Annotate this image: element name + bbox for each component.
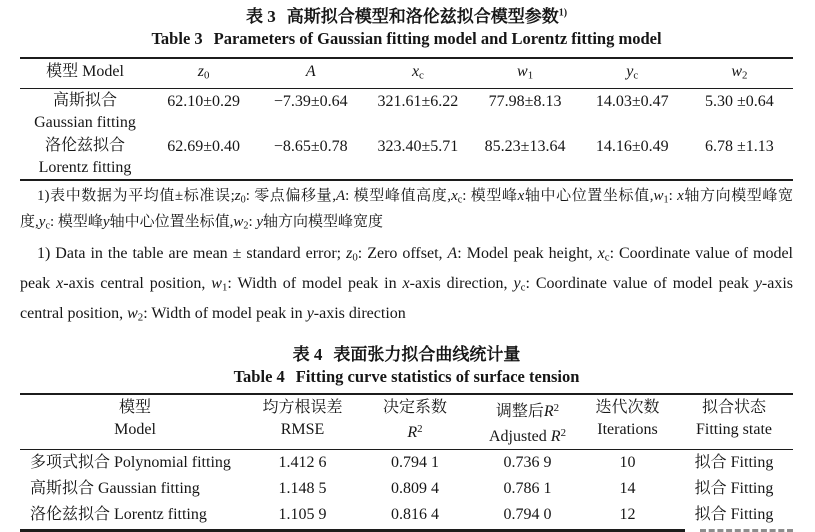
table4-col-header-iterations (580, 397, 675, 447)
table-row (20, 476, 793, 502)
cell-fitting-state: 拟合 Fitting (694, 454, 774, 472)
table-row (20, 89, 793, 134)
cell-rmse: 1.412 6 (278, 454, 327, 472)
table3-col-header-z0: z0 (197, 63, 210, 82)
cell-adjusted-r2: 0.786 1 (503, 480, 552, 498)
cell-yc: 14.16±0.49 (595, 137, 669, 155)
model-name: 多项式拟合 Polynomial fitting (30, 454, 231, 472)
cell-adjusted-r2: 0.736 9 (503, 454, 552, 472)
table4-caption-en (20, 366, 793, 388)
table4-col-header-adjusted-r2 (475, 397, 580, 447)
col-header-en: RMSE (280, 421, 325, 439)
table3-col-header-w2: w2 (731, 63, 748, 82)
cell-r2: 0.794 1 (391, 454, 439, 472)
table3-caption-en-text: Parameters of Gaussian fitting model and Lorentz fitting model (213, 29, 662, 48)
col-header-zh: 迭代次数 (595, 399, 660, 417)
table4 (20, 393, 793, 532)
table3-caption-en-label: Table 3 (151, 29, 203, 48)
col-header-en: Iterations (597, 421, 658, 439)
table4-caption-zh-text: 表面张力拟合曲线统计量 (333, 345, 521, 365)
table4-col-header-model (20, 397, 250, 447)
rule-solid-segment (20, 529, 685, 532)
table3-col-header-xc: xc (411, 63, 424, 82)
col-header-en: Adjusted $R^2$ (489, 427, 566, 446)
table3-footnote-en: 1) Data in the table are mean ± standard error; z0: Zero offset, A: Model peak height, xc: Coordinate value of model peak x-axis central position, w1: Width of model peak in x-axis direction, yc: Coordinate value of model peak y-axis central position, w2: Width of model peak in y-axis direction (20, 244, 794, 324)
table3 (20, 57, 793, 181)
cell-xc: 323.40±5.71 (377, 137, 459, 155)
cell-r2: 0.809 4 (391, 480, 439, 498)
col-header-zh: 调整后$R^2$ (495, 402, 560, 421)
cell-A: −8.65±0.78 (273, 137, 348, 155)
cell-r2: 0.816 4 (391, 506, 439, 524)
table3-header-row (20, 59, 793, 89)
table3-col-header-A: A (305, 63, 316, 80)
cell-fitting-state: 拟合 Fitting (694, 506, 774, 524)
scan-artifact-dashes (700, 529, 793, 532)
model-name: 洛伦兹拟合 Lorentz fitting (30, 506, 207, 524)
cell-w1: 85.23±13.64 (484, 137, 566, 155)
table4-caption-en-label: Table 4 (233, 367, 285, 387)
table4-col-header-r2 (355, 397, 475, 447)
model-name-en: Lorentz fitting (38, 158, 132, 176)
col-header-zh: 模型 (118, 399, 151, 417)
table3-caption-en (20, 28, 793, 50)
cell-z0: 62.69±0.40 (167, 137, 240, 155)
table4-caption-zh (20, 344, 793, 366)
cell-iterations: 12 (619, 506, 636, 524)
table4-col-header-fitting-state (675, 397, 793, 447)
cell-xc: 321.61±6.22 (377, 92, 459, 110)
cell-adjusted-r2: 0.794 0 (503, 506, 552, 524)
cell-rmse: 1.105 9 (278, 506, 327, 524)
cell-rmse: 1.148 5 (278, 480, 327, 498)
table3-caption-zh-text: 高斯拟合模型和洛伦兹拟合模型参数 (286, 7, 559, 26)
table4-caption-en-text: Fitting curve statistics of surface tension (295, 367, 580, 387)
footnote-marker: 1) (558, 7, 568, 19)
table3-col-header-yc: yc (626, 63, 639, 82)
table4-caption-zh-label: 表 4 (292, 345, 323, 365)
table4-bottom-rule (20, 528, 793, 532)
cell-A: −7.39±0.64 (273, 92, 348, 110)
cell-w2: 5.30 ±0.64 (705, 92, 774, 110)
table-row (20, 502, 793, 528)
col-header-zh: 拟合状态 (701, 399, 766, 417)
model-name-cell (20, 90, 150, 133)
cell-z0: 62.10±0.29 (167, 92, 240, 110)
col-header-zh: 决定系数 (382, 399, 447, 417)
table3-footnote-zh: 1)表中数据为平均值±标准误;z0: 零点偏移量,A: 模型峰值高度,xc: 模型峰x轴中心位置坐标值,w1: x轴方向模型峰宽度,yc: 模型峰y轴中心位置坐标值,w2: y轴方向模型峰宽度 (20, 187, 794, 232)
model-name-en: Gaussian fitting (34, 113, 136, 131)
model-name-zh: 洛伦兹拟合 (44, 136, 125, 154)
table3-col-header-w1: w1 (517, 63, 534, 82)
table3-col-header-model: 模型 Model (46, 63, 124, 80)
table-row (20, 450, 793, 476)
cell-yc: 14.03±0.47 (595, 92, 669, 110)
table3-caption-zh (20, 6, 793, 28)
model-name-zh: 高斯拟合 (52, 91, 117, 109)
model-name-cell (20, 135, 150, 178)
cell-w1: 77.98±8.13 (488, 92, 562, 110)
col-header-zh: 均方根误差 (262, 399, 343, 417)
cell-iterations: 14 (619, 480, 636, 498)
table4-header-row (20, 395, 793, 450)
col-header-en: $R^2$ (407, 423, 423, 442)
model-name: 高斯拟合 Gaussian fitting (30, 480, 200, 498)
cell-w2: 6.78 ±1.13 (705, 137, 774, 155)
table4-col-header-rmse (250, 397, 355, 447)
table-row (20, 134, 793, 179)
col-header-en: Model (114, 421, 156, 439)
col-header-en: Fitting state (696, 421, 772, 439)
cell-iterations: 10 (619, 454, 636, 472)
cell-fitting-state: 拟合 Fitting (694, 480, 774, 498)
table3-caption-zh-label: 表 3 (245, 7, 276, 26)
